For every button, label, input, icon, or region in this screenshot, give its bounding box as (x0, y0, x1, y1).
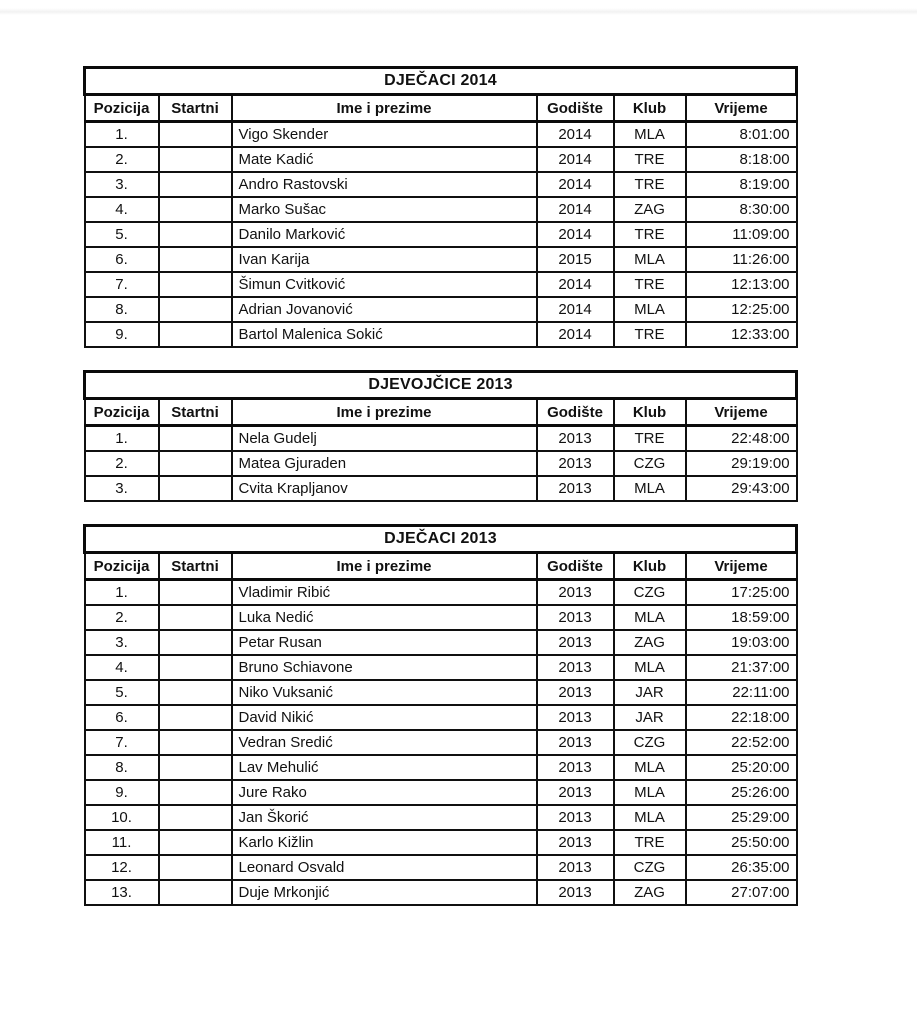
table-cell: 7. (85, 730, 159, 755)
table-cell: 21:37:00 (686, 655, 797, 680)
table-row (85, 247, 797, 272)
table-cell: 4. (85, 197, 159, 222)
table-row (85, 605, 797, 630)
table-cell: Petar Rusan (232, 630, 537, 655)
table-cell (159, 880, 232, 905)
table-cell (159, 730, 232, 755)
table-cell: Ivan Karija (232, 247, 537, 272)
table-cell: 2. (85, 451, 159, 476)
table-cell: 22:18:00 (686, 705, 797, 730)
table-cell: MLA (614, 655, 686, 680)
table-cell (159, 247, 232, 272)
table-cell: CZG (614, 580, 686, 606)
results-table-djevojcice-2013 (83, 370, 798, 502)
table-cell: Nela Gudelj (232, 426, 537, 452)
table-cell: Matea Gjuraden (232, 451, 537, 476)
table-cell: 2013 (537, 680, 614, 705)
table-cell (159, 705, 232, 730)
table-cell: MLA (614, 805, 686, 830)
table-cell: 12:33:00 (686, 322, 797, 347)
table-cell (159, 172, 232, 197)
results-table-djecaci-2014 (83, 66, 798, 348)
column-header: Godište (537, 95, 614, 122)
table-cell: 11:26:00 (686, 247, 797, 272)
table-cell: 12:25:00 (686, 297, 797, 322)
table-title: DJEČACI 2014 (85, 68, 797, 95)
table-row (85, 222, 797, 247)
table-cell: TRE (614, 222, 686, 247)
table-row (85, 122, 797, 148)
table-row (85, 805, 797, 830)
table-cell: 22:11:00 (686, 680, 797, 705)
table-cell: Vedran Sredić (232, 730, 537, 755)
table-cell: 5. (85, 222, 159, 247)
table-cell: 2013 (537, 705, 614, 730)
table-cell: JAR (614, 680, 686, 705)
column-header: Klub (614, 553, 686, 580)
table-cell: 9. (85, 322, 159, 347)
column-header: Godište (537, 399, 614, 426)
table-row (85, 655, 797, 680)
table-cell: Duje Mrkonjić (232, 880, 537, 905)
table-cell: Niko Vuksanić (232, 680, 537, 705)
table-cell: 2013 (537, 880, 614, 905)
table-title: DJEVOJČICE 2013 (85, 372, 797, 399)
table-cell (159, 855, 232, 880)
table-cell: 1. (85, 580, 159, 606)
table-cell: 2013 (537, 780, 614, 805)
table-cell: 22:52:00 (686, 730, 797, 755)
table-cell (159, 830, 232, 855)
table-cell: 8. (85, 755, 159, 780)
table-cell: 8:18:00 (686, 147, 797, 172)
table-cell: Šimun Cvitković (232, 272, 537, 297)
table-cell: CZG (614, 451, 686, 476)
table-cell: 1. (85, 426, 159, 452)
table-cell: MLA (614, 780, 686, 805)
table-cell: MLA (614, 247, 686, 272)
table-cell: 27:07:00 (686, 880, 797, 905)
table-cell: CZG (614, 730, 686, 755)
table-cell: 6. (85, 247, 159, 272)
table-title: DJEČACI 2013 (85, 526, 797, 553)
results-table-djecaci-2013 (83, 524, 798, 906)
table-header-row (85, 553, 797, 580)
table-row (85, 755, 797, 780)
table-cell: 29:19:00 (686, 451, 797, 476)
table-row (85, 630, 797, 655)
table-cell: 29:43:00 (686, 476, 797, 501)
table-cell (159, 630, 232, 655)
table-cell: 8. (85, 297, 159, 322)
table-cell: Adrian Jovanović (232, 297, 537, 322)
table-row (85, 322, 797, 347)
column-header: Ime i prezime (232, 553, 537, 580)
table-cell: 2014 (537, 222, 614, 247)
table-header-row (85, 399, 797, 426)
table-cell: 2015 (537, 247, 614, 272)
table-cell: Marko Sušac (232, 197, 537, 222)
table-cell: Luka Nedić (232, 605, 537, 630)
table-body (85, 426, 797, 502)
table-cell: ZAG (614, 630, 686, 655)
table-cell: 25:50:00 (686, 830, 797, 855)
column-header: Pozicija (85, 553, 159, 580)
column-header: Ime i prezime (232, 95, 537, 122)
table-cell: 5. (85, 680, 159, 705)
table-cell: CZG (614, 855, 686, 880)
column-header: Startni (159, 553, 232, 580)
table-row (85, 730, 797, 755)
table-cell: 8:19:00 (686, 172, 797, 197)
column-header: Pozicija (85, 95, 159, 122)
table-title-row (85, 526, 797, 553)
table-row (85, 680, 797, 705)
table-cell: 1. (85, 122, 159, 148)
table-cell (159, 197, 232, 222)
table-cell (159, 476, 232, 501)
column-header: Vrijeme (686, 553, 797, 580)
table-cell: 25:29:00 (686, 805, 797, 830)
table-cell: 10. (85, 805, 159, 830)
table-row (85, 855, 797, 880)
table-cell (159, 222, 232, 247)
table-row (85, 580, 797, 606)
table-cell (159, 297, 232, 322)
table-cell: Danilo Marković (232, 222, 537, 247)
table-cell: 2013 (537, 830, 614, 855)
table-row (85, 297, 797, 322)
table-body (85, 580, 797, 906)
table-cell (159, 680, 232, 705)
table-row (85, 426, 797, 452)
table-cell: 7. (85, 272, 159, 297)
column-header: Ime i prezime (232, 399, 537, 426)
table-cell: TRE (614, 830, 686, 855)
table-header-row (85, 95, 797, 122)
table-cell (159, 272, 232, 297)
table-cell (159, 122, 232, 148)
column-header: Godište (537, 553, 614, 580)
table-title-row (85, 372, 797, 399)
table-cell (159, 655, 232, 680)
table-cell (159, 426, 232, 452)
table-cell: Cvita Krapljanov (232, 476, 537, 501)
table-row (85, 880, 797, 905)
table-cell (159, 780, 232, 805)
column-header: Klub (614, 95, 686, 122)
table-cell: 8:01:00 (686, 122, 797, 148)
table-cell: 2. (85, 605, 159, 630)
column-header: Startni (159, 95, 232, 122)
table-cell: 11:09:00 (686, 222, 797, 247)
table-cell: MLA (614, 755, 686, 780)
table-cell: 2013 (537, 605, 614, 630)
table-cell: Jan Škorić (232, 805, 537, 830)
table-row (85, 705, 797, 730)
table-cell: TRE (614, 147, 686, 172)
table-cell: Andro Rastovski (232, 172, 537, 197)
table-cell: 22:48:00 (686, 426, 797, 452)
table-cell: 6. (85, 705, 159, 730)
table-cell: 25:26:00 (686, 780, 797, 805)
table-cell: 2014 (537, 122, 614, 148)
table-body (85, 122, 797, 348)
table-cell: 2013 (537, 451, 614, 476)
table-cell: Lav Mehulić (232, 755, 537, 780)
table-cell: 2013 (537, 855, 614, 880)
table-cell: 2013 (537, 426, 614, 452)
table-cell: ZAG (614, 197, 686, 222)
table-cell: Vigo Skender (232, 122, 537, 148)
table-cell: Karlo Kižlin (232, 830, 537, 855)
table-cell (159, 805, 232, 830)
table-cell: 2013 (537, 755, 614, 780)
table-cell: 2014 (537, 197, 614, 222)
table-cell (159, 451, 232, 476)
table-row (85, 197, 797, 222)
table-cell: 2014 (537, 272, 614, 297)
table-cell: 3. (85, 172, 159, 197)
table-cell: 17:25:00 (686, 580, 797, 606)
table-cell: 2013 (537, 580, 614, 606)
table-row (85, 272, 797, 297)
table-cell (159, 147, 232, 172)
table-cell: TRE (614, 272, 686, 297)
table-cell (159, 605, 232, 630)
table-cell: David Nikić (232, 705, 537, 730)
table-cell: MLA (614, 297, 686, 322)
table-cell: 2014 (537, 172, 614, 197)
table-cell: 2014 (537, 297, 614, 322)
table-cell: MLA (614, 476, 686, 501)
table-cell: MLA (614, 605, 686, 630)
table-cell: TRE (614, 322, 686, 347)
table-cell (159, 580, 232, 606)
column-header: Startni (159, 399, 232, 426)
table-cell: 9. (85, 780, 159, 805)
table-cell: TRE (614, 172, 686, 197)
column-header: Pozicija (85, 399, 159, 426)
table-title-row (85, 68, 797, 95)
table-cell: 8:30:00 (686, 197, 797, 222)
table-cell: 3. (85, 476, 159, 501)
table-row (85, 780, 797, 805)
column-header: Klub (614, 399, 686, 426)
table-cell: Vladimir Ribić (232, 580, 537, 606)
table-cell (159, 322, 232, 347)
table-cell: 18:59:00 (686, 605, 797, 630)
table-cell: 26:35:00 (686, 855, 797, 880)
table-cell: 12:13:00 (686, 272, 797, 297)
table-cell: Bartol Malenica Sokić (232, 322, 537, 347)
table-cell: 2014 (537, 147, 614, 172)
column-header: Vrijeme (686, 95, 797, 122)
table-cell: 4. (85, 655, 159, 680)
table-cell: 2. (85, 147, 159, 172)
table-cell: JAR (614, 705, 686, 730)
table-cell: 3. (85, 630, 159, 655)
table-cell: 2013 (537, 730, 614, 755)
table-row (85, 830, 797, 855)
table-row (85, 476, 797, 501)
table-cell: TRE (614, 426, 686, 452)
table-cell: 2013 (537, 630, 614, 655)
column-header: Vrijeme (686, 399, 797, 426)
table-row (85, 172, 797, 197)
table-cell: Bruno Schiavone (232, 655, 537, 680)
table-cell: 2013 (537, 476, 614, 501)
table-cell: 19:03:00 (686, 630, 797, 655)
table-cell: 2013 (537, 805, 614, 830)
table-cell: ZAG (614, 880, 686, 905)
table-cell: 25:20:00 (686, 755, 797, 780)
table-cell: MLA (614, 122, 686, 148)
table-cell: 2014 (537, 322, 614, 347)
table-cell: 2013 (537, 655, 614, 680)
table-cell: 11. (85, 830, 159, 855)
table-cell: Jure Rako (232, 780, 537, 805)
table-cell (159, 755, 232, 780)
table-row (85, 147, 797, 172)
table-row (85, 451, 797, 476)
table-cell: Mate Kadić (232, 147, 537, 172)
table-cell: 12. (85, 855, 159, 880)
table-cell: Leonard Osvald (232, 855, 537, 880)
table-cell: 13. (85, 880, 159, 905)
